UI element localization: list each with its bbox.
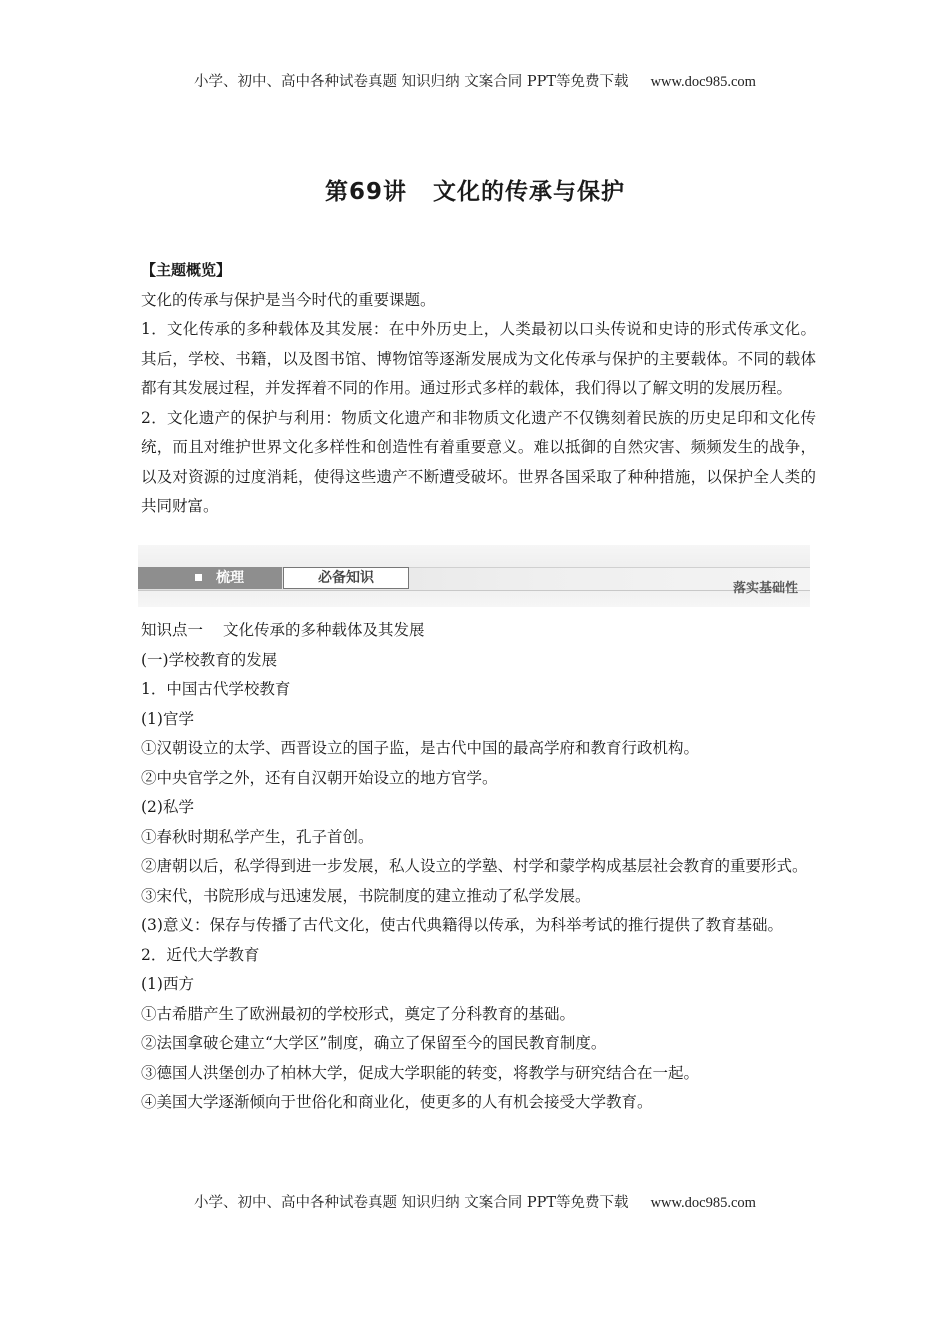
knowledge-line: ②法国拿破仑建立“大学区”制度，确立了保留至今的国民教育制度。 — [141, 1034, 607, 1052]
knowledge-line: (一)学校教育的发展 — [141, 650, 278, 669]
section-banner — [138, 545, 810, 607]
overview-heading: 【主题概览】 — [141, 261, 232, 279]
banner-dark-label: 梳理 — [216, 570, 244, 586]
page-footer — [0, 1191, 950, 1212]
knowledge-line: ①古希腊产生了欧洲最初的学校形式，奠定了分科教育的基础。 — [141, 1004, 576, 1023]
overview-section — [141, 256, 816, 522]
overview-paragraph: 文化的传承与保护是当今时代的重要课题。 — [141, 290, 436, 309]
knowledge-line: ①汉朝设立的太学、西晋设立的国子监，是古代中国的最高学府和教育行政机构。 — [141, 739, 700, 757]
banner-light-label: 必备知识 — [283, 567, 409, 589]
knowledge-line: ②中央官学之外，还有自汉朝开始设立的地方官学。 — [141, 768, 498, 787]
page-header — [0, 70, 950, 91]
knowledge-line: (2)私学 — [141, 798, 194, 816]
knowledge-point-label: 知识点一 — [141, 621, 204, 639]
knowledge-line: 2．近代大学教育 — [141, 945, 260, 964]
knowledge-line: (1)西方 — [141, 975, 194, 993]
knowledge-point-title: 文化传承的多种载体及其发展 — [223, 621, 425, 639]
knowledge-line: ②唐朝以后，私学得到进一步发展，私人设立的学塾、村学和蒙学构成基层社会教育的重要形式。 — [141, 857, 808, 875]
banner-right-label: 落实基础性 — [732, 581, 798, 596]
knowledge-section — [141, 616, 816, 1118]
knowledge-line: (1)官学 — [141, 709, 194, 728]
header-site-link[interactable]: www.doc985.com — [650, 74, 756, 90]
knowledge-line: ④美国大学逐渐倾向于世俗化和商业化，使更多的人有机会接受大学教育。 — [141, 1093, 653, 1111]
square-bullet-icon — [195, 574, 202, 581]
page-title — [0, 173, 950, 206]
knowledge-line: (3)意义：保存与传播了古代文化，使古代典籍得以传承，为科举考试的推行提供了教育基础。 — [141, 916, 783, 934]
knowledge-line: ①春秋时期私学产生，孔子首创。 — [141, 827, 374, 846]
lecture-number: 第69讲 — [324, 179, 407, 205]
knowledge-line: 1．中国古代学校教育 — [141, 680, 291, 698]
overview-paragraph: 2．文化遗产的保护与利用：物质文化遗产和非物质文化遗产不仅镌刻着民族的历史足印和文化传统，而且对维护世界文化多样性和创造性有着重要意义。难以抵御的自然灾害、频频发生的战争，以及对资源的过度消耗，使得这些遗产不断遭受破坏。世界各国采取了种种措施，以保护全人类的共同财富。 — [141, 408, 816, 515]
header-text: 小学、初中、高中各种试卷真题 知识归纳 文案合同 PPT等免费下载 — [194, 74, 629, 90]
footer-site-link[interactable]: www.doc985.com — [650, 1195, 756, 1211]
footer-text: 小学、初中、高中各种试卷真题 知识归纳 文案合同 PPT等免费下载 — [194, 1195, 629, 1211]
overview-paragraph: 1．文化传承的多种载体及其发展：在中外历史上，人类最初以口头传说和史诗的形式传承文化。其后，学校、书籍，以及图书馆、博物馆等逐渐发展成为文化传承与保护的主要载体。不同的载体都有其发展过程，并发挥着不同的作用。通过形式多样的载体，我们得以了解文明的发展历程。 — [141, 320, 816, 397]
knowledge-point-heading — [141, 616, 816, 646]
banner-tag-dark — [138, 567, 282, 589]
lecture-topic: 文化的传承与保护 — [433, 179, 625, 205]
knowledge-line: ③德国人洪堡创办了柏林大学，促成大学职能的转变，将教学与研究结合在一起。 — [141, 1063, 700, 1082]
knowledge-line: ③宋代，书院形成与迅速发展，书院制度的建立推动了私学发展。 — [141, 886, 591, 905]
